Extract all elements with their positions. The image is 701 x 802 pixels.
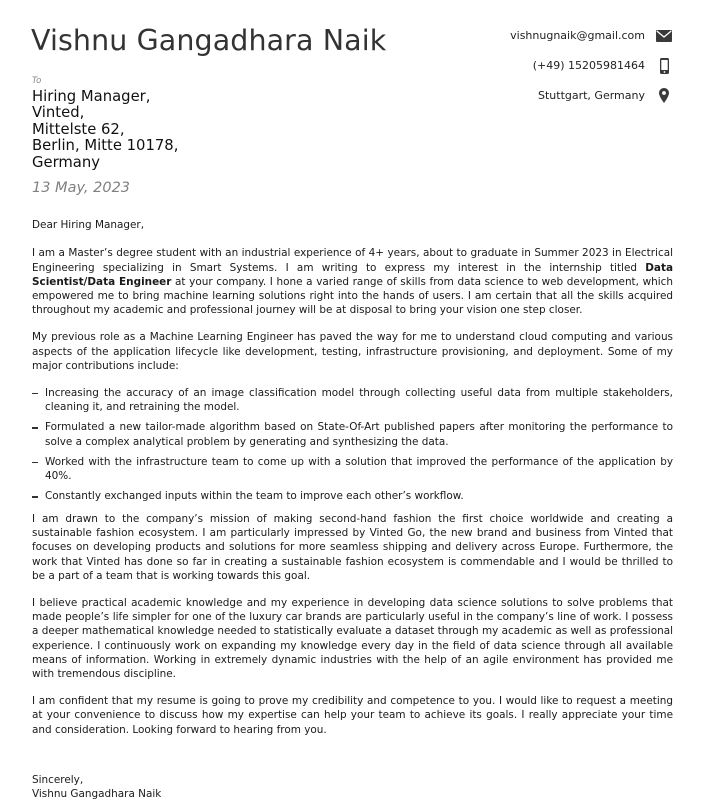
- contributions-list: [32, 386, 673, 504]
- address-line: Mittelste 62,: [32, 120, 125, 138]
- greeting: Dear Hiring Manager,: [32, 219, 145, 231]
- map-pin-icon: [656, 88, 672, 104]
- paragraph-company: I am drawn to the company’s mission of making second-hand fashion the first choice worldwide and creating a sustainable fashion ecosystem. I am particularly impressed by Vinted Go, the new brand and business from Vinted that focuses on developing products and solutions for more seamless shipping and delivery across Europe. Furthermore, the work that Vinted has done so far in creating a sustainable fashion ecosystem is commendable and I would be thrilled to be a part of a team that is working towards this goal.: [32, 512, 673, 582]
- address-line: Hiring Manager,: [32, 88, 151, 105]
- email-text[interactable]: vishnugnaik@gmail.com: [510, 29, 645, 42]
- contact-info: [372, 27, 672, 117]
- phone-row: [372, 57, 672, 74]
- list-item: Formulated a new tailor-made algorithm based on State-Of-Art published papers after monitoring the performance to solve a complex analytical problem by generating and synthesizing the data.: [32, 420, 673, 449]
- letter-date: 13 May, 2023: [32, 180, 131, 196]
- signature-name: Vishnu Gangadhara Naik: [32, 788, 162, 801]
- list-item: Constantly exchanged inputs within the team to improve each other’s workflow.: [32, 489, 673, 503]
- letter-body: [32, 218, 673, 802]
- closing-salutation: Sincerely,: [32, 773, 84, 786]
- address-line: Germany: [32, 153, 101, 171]
- paragraph-experience: My previous role as a Machine Learning Engineer has paved the way for me to understand cloud computing and various aspects of the application lifecycle like development, testing, infrastructure provisioning, and deployment. Some of my major contributions include:: [32, 331, 673, 372]
- email-row: [372, 27, 672, 44]
- to-label: To: [32, 76, 42, 86]
- applicant-name: Vishnu Gangadhara Naik: [31, 24, 387, 57]
- paragraph-knowledge: I believe practical academic knowledge and my experience in developing data science solutions to solve problems that made people’s life simpler for one of the luxury car brands are particularly useful in the company’s line of work. I possess a deeper mathematical knowledge needed to statistically evaluate a dataset through my academic as well as professional experience. I continuously work on expanding my knowledge every day in the field of data science through all available means of information. Working in extremely dynamic industries with the help of an agile environment has provided me with tremendous discipline.: [32, 596, 673, 681]
- paragraph-closing: I am confident that my resume is going to prove my credibility and competence to you. I would like to request a meeting at your convenience to discuss how my expertise can help your team to achieve its goals. I really appreciate your time and consideration. Looking forward to hearing from you.: [32, 695, 673, 736]
- address-line: Berlin, Mitte 10178,: [32, 137, 179, 155]
- envelope-icon: [656, 28, 672, 44]
- job-title: Data Scientist/Data Engineer: [32, 261, 673, 288]
- list-item: Increasing the accuracy of an image classification model through collecting useful data from multiple stakeholders, cleaning it, and retraining the model.: [32, 386, 673, 415]
- recipient-address: [32, 89, 178, 171]
- sign-off: [32, 773, 673, 802]
- phone-text: (+49) 15205981464: [532, 59, 645, 72]
- paragraph-intro: [32, 246, 673, 317]
- list-item: Worked with the infrastructure team to come up with a solution that improved the performance of the application by 40%.: [32, 455, 673, 484]
- mobile-phone-icon: [656, 58, 672, 74]
- location-row: [372, 87, 672, 104]
- paragraph-text: I am a Master’s degree student with an industrial experience of 4+ years, about to graduate in Summer 2023 in Electrical Engineering specializing in Smart Systems. I am writing to express my interest in the internship titled: [32, 247, 673, 274]
- address-line: Vinted,: [32, 104, 85, 122]
- paragraph-text: at your company. I hone a varied range of skills from data science to web development, which empowered me to bring machine learning solutions right into the hands of users. I am certain that all the skills acquired throughout my academic and professional journey will be at disposal to bring your vision one step closer.: [32, 275, 674, 317]
- location-text: Stuttgart, Germany: [537, 89, 645, 102]
